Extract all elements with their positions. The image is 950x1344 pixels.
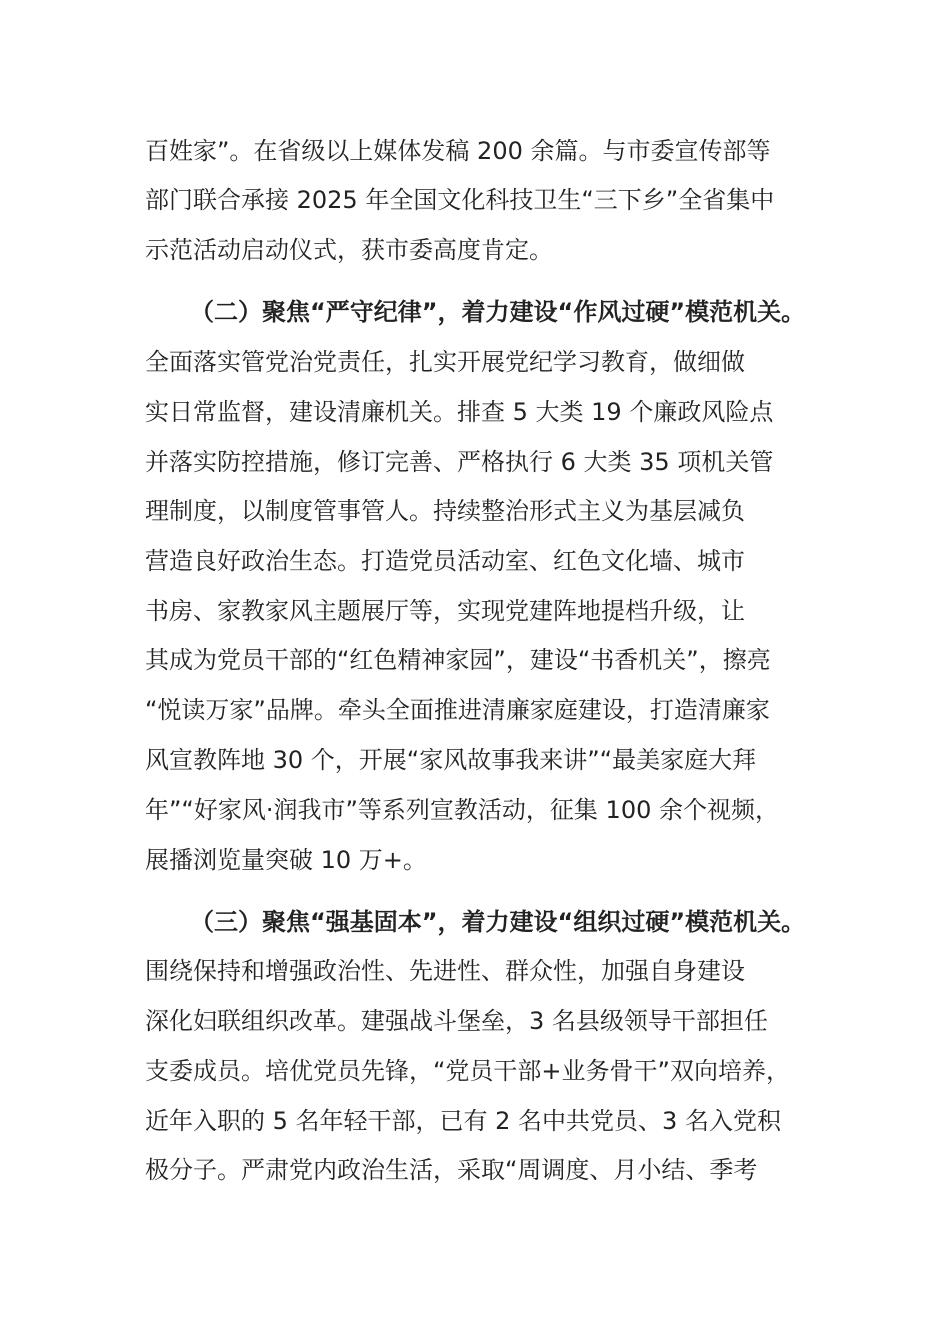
text-line: 部门联合承接 2025 年全国文化科技卫生“三下乡”全省集中 [145, 186, 775, 214]
text-line: 示范活动启动仪式，获市委高度肯定。 [145, 236, 553, 264]
text-line: 极分子。严肃党内政治生活，采取“周调度、月小结、季考 [145, 1156, 758, 1184]
text-line: “悦读万家”品牌。牵头全面推进清廉家庭建设，打造清廉家 [145, 696, 770, 724]
text-line: 支委成员。培优党员先锋，“党员干部+业务骨干”双向培养， [145, 1057, 790, 1085]
text-line: 其成为党员干部的“红色精神家园”，建设“书香机关”，擦亮 [145, 646, 771, 674]
text-line: 百姓家”。在省级以上媒体发稿 200 余篇。与市委宣传部等 [145, 137, 771, 165]
text-line: 近年入职的 5 名年轻干部，已有 2 名中共党员、3 名入党积 [145, 1107, 781, 1135]
text-line: 全面落实管党治党责任，扎实开展党纪学习教育，做细做 [145, 348, 745, 376]
text-line: 深化妇联组织改革。建强战斗堡垒，3 名县级领导干部担任 [145, 1007, 768, 1035]
text-line: 理制度，以制度管事管人。持续整治形式主义为基层减负 [145, 497, 745, 525]
text-line: 年”“好家风·润我市”等系列宣教活动，征集 100 余个视频， [145, 796, 779, 824]
text-line: 围绕保持和增强政治性、先进性、群众性，加强自身建设 [145, 957, 745, 985]
text-line: 实日常监督，建设清廉机关。排查 5 大类 19 个廉政风险点 [145, 398, 774, 426]
text-line: 营造良好政治生态。打造党员活动室、红色文化墙、城市 [145, 547, 745, 575]
text-line: 并落实防控措施，修订完善、严格执行 6 大类 35 项机关管 [145, 448, 774, 476]
text-line: 风宣教阵地 30 个，开展“家风故事我来讲”“最美家庭大拜 [145, 746, 757, 774]
section-heading: （三）聚焦“强基固本”，着力建设“组织过硬”模范机关。 [190, 908, 806, 936]
text-line: 展播浏览量突破 10 万+。 [145, 846, 427, 874]
section-heading: （二）聚焦“严守纪律”，着力建设“作风过硬”模范机关。 [190, 298, 806, 326]
text-line: 书房、家教家风主题展厅等，实现党建阵地提档升级，让 [145, 597, 745, 625]
